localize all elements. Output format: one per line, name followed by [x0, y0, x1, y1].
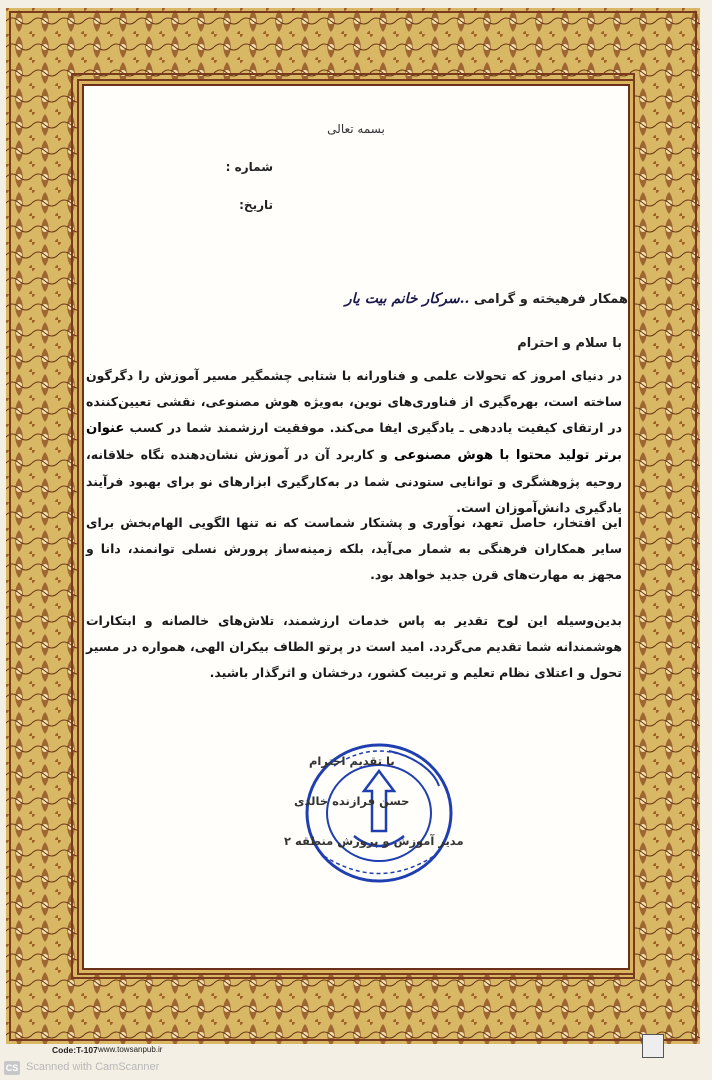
- signature-name: حسن فرازنده خالدی: [294, 794, 410, 808]
- recipient-handwritten-name: ..سرکار خانم بیت یار: [344, 291, 470, 307]
- paragraph-1: [86, 363, 622, 521]
- footer-url: www.towsanpub.ir: [98, 1045, 163, 1054]
- salutation-line: [108, 291, 628, 307]
- camscanner-text: Scanned with CamScanner: [26, 1061, 160, 1073]
- basmala-heading: بسمه تعالی: [327, 122, 385, 136]
- signature-title: مدیر آموزش و پرورش منطقه ۲: [284, 834, 464, 848]
- paragraph-3: بدین‌وسیله این لوح تقدیر به پاس خدمات ارزشمند، تلاش‌های خالصانه و ابتکارات هوشمندانه شما تقدیم می‌گردد. امید است در پرتو الطاف بیکران الهی، همواره در مسیر تحول و اعتلای نظام تعلیم و تربیت کشور، درخشان و اثرگذار باشید.: [86, 613, 622, 680]
- number-label: شماره :: [225, 160, 273, 174]
- salutation-prefix: همکار فرهیخته و گرامی: [473, 292, 628, 307]
- date-label: تاریخ:: [239, 198, 273, 212]
- greeting: با سلام و احترام: [517, 336, 622, 351]
- paragraph-2: این افتخار، حاصل تعهد، نوآوری و پشتکار شماست که نه تنها الگویی الهام‌بخش برای سایر همکاران فرهنگی به شمار می‌آید، بلکه زمینه‌ساز پرورش نسلی توانمند، دانا و مجهز به مهارت‌های قرن جدید خواهد بود.: [86, 515, 622, 582]
- paragraph-1-highlight: عنوان برتر تولید محتوا با هوش مصنوعی: [86, 421, 622, 463]
- publisher-logo-icon: [642, 1034, 664, 1058]
- camscanner-logo-icon: CS: [5, 1063, 19, 1073]
- camscanner-watermark: [0, 1058, 200, 1080]
- paragraph-1-text-a: در دنیای امروز که تحولات علمی و فناورانه با شتابی چشمگیر مسیر آموزش را دگرگون ساخته است، بهره‌گیری از فناوری‌های نوین، به‌ویژه هوش مصنوعی، نقشی تعیین‌کننده در ارتقای کیفیت یاددهی ـ یادگیری ایفا می‌کند. موفقیت ارزشمند شما در کسب: [86, 368, 622, 435]
- paragraph-1-text-b: و کاربرد آن در آموزش نشان‌دهنده نگاه خلاقانه، روحیه پژوهشگری و توانایی ستودنی شما در به‌کارگیری ابزارهای نو برای بهبود فرآیند یادگیری دانش‌آموزان است.: [86, 447, 622, 515]
- letter-paper: [84, 86, 628, 968]
- footer-code: Code:T-107: [52, 1045, 98, 1055]
- signature-closing: با تقدیم احترام: [309, 754, 395, 768]
